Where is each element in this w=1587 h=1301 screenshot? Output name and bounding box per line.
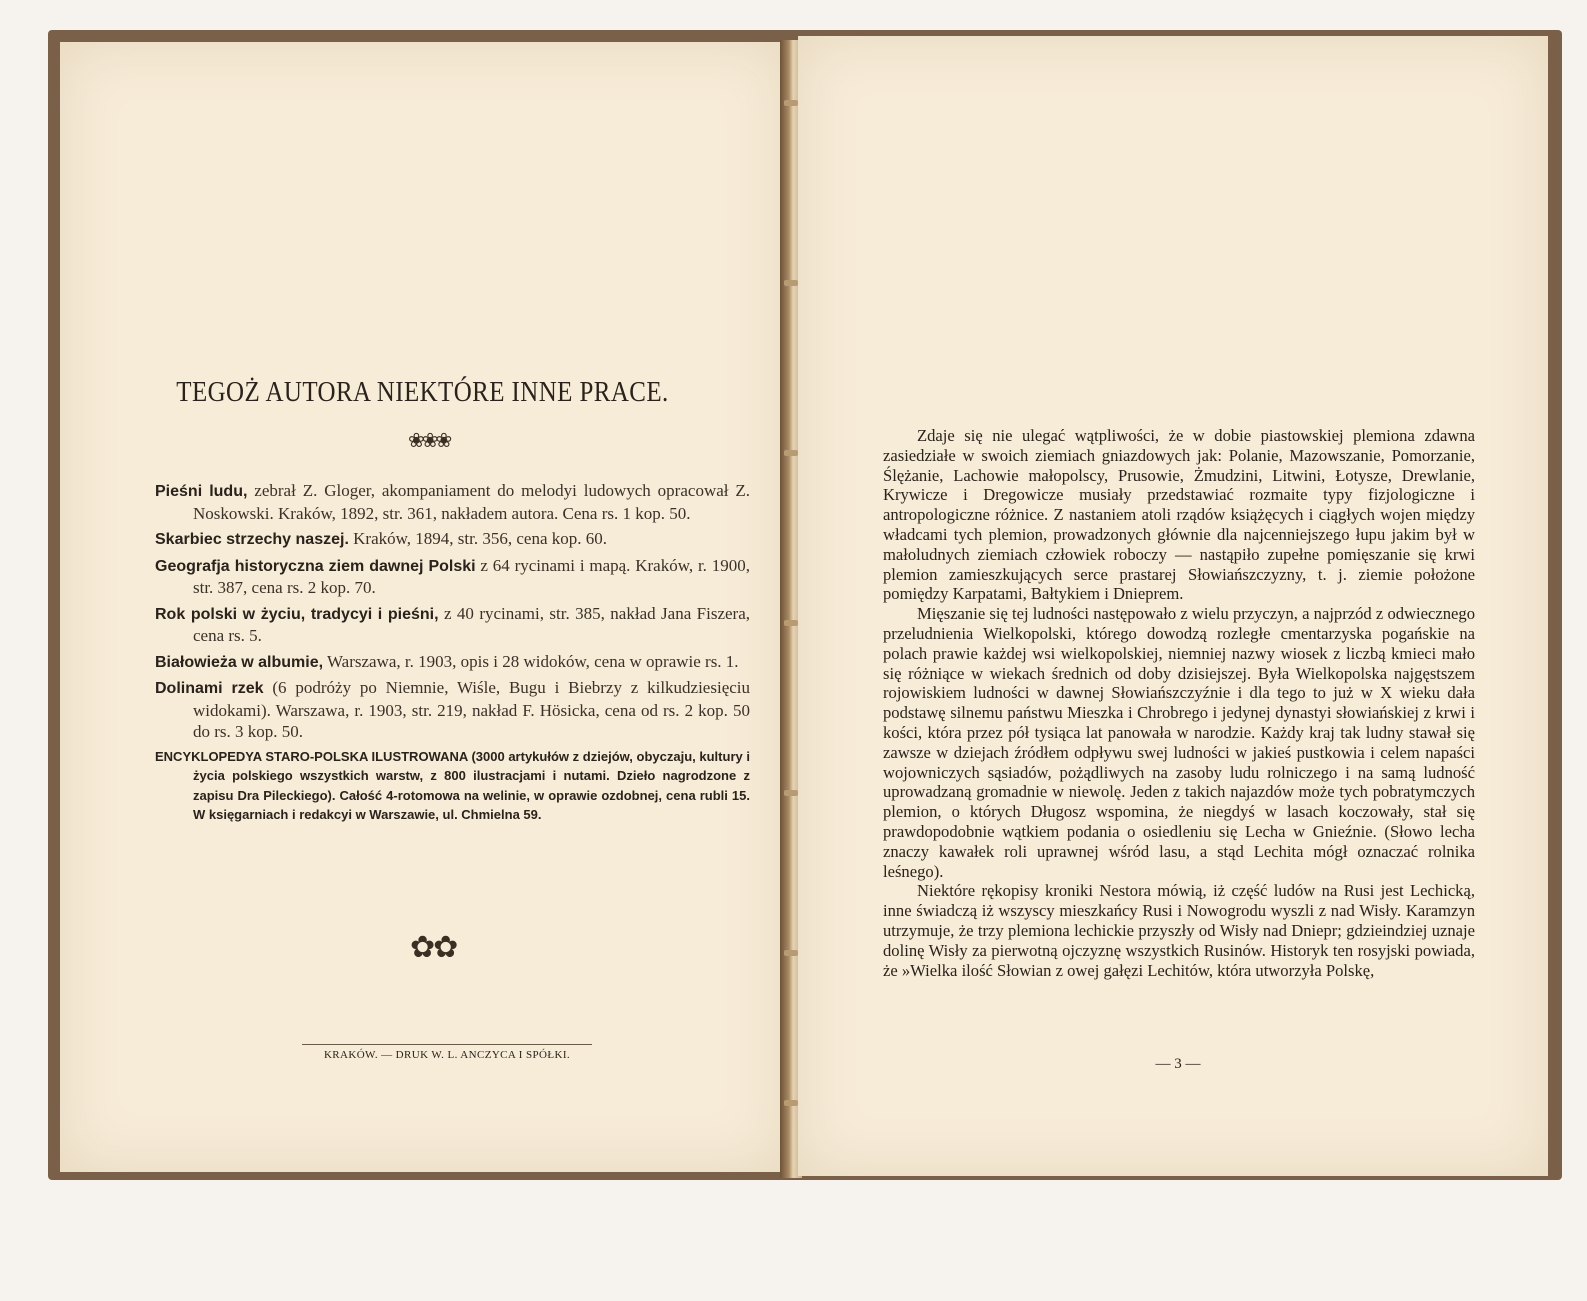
stitch — [784, 1100, 798, 1106]
paragraph: Mięszanie się tej ludności następowało z wielu przyczyn, a najprzód z odwiecznego przeludnienia Wielkopolski, którego dowodzą rozległe cmentarzyska pogańskie na polach prawie każdej wsi wielkopolskiej, niemniej nazwy wiosek z liczbą kmieci mało się różniące w wiekach średnich od doby dzisiejszej. Była Wielkopolska najgęstszem rojowiskiem ludności w dawnej Słowiańszczyźnie i dla tego to już w X wieku dała podstawę silnemu państwu Mieszka i Chrobrego i jedynej dynastyi słowiańskiej z krwi i kości, która przez pół tysiąca lat panowała w narodzie. Każdy kraj tak ludny stawał się zawsze w dziejach źródłem odpływu swej ludności w jakieś pustkowia i celem napaści wojowniczych sąsiadów, pożądliwych na zasoby ludu rolniczego i na samą ludność uprowadzaną gromadnie w niewolę. Jeden z takich najazdów może tych pobratymczych plemion, o których Długosz wspomina, że niegdyś w lasach koczowały, stał się prawdopodobnie wątkiem podania o osiedleniu się Lecha w Gnieźnie. (Słowo lecha znaczy kawałek roli uprawnej wśród lasu, a stąd Lechita mógł oznaczać rolnika leśnego). — [883, 604, 1475, 881]
list-item: Dolinami rzek (6 podróży po Niemnie, Wiśle, Bugu i Biebrzy z kilkudziesięciu widokami). Warszawa, r. 1903, str. 219, nakład F. Hösicka, cena od rs. 2 kop. 50 do rs. 3 kop. 50. — [155, 678, 751, 741]
page-title: TEGOŻ AUTORA NIEKTÓRE INNE PRACE. — [176, 376, 669, 408]
stitch — [784, 100, 798, 106]
list-item: Skarbiec strzechy naszej. Kraków, 1894, str. 356, cena kop. 60. — [155, 529, 607, 548]
floral-vignette-icon: ✿✿ — [410, 931, 457, 964]
paragraph: Zdaje się nie ulegać wątpliwości, że w dobie piastowskiej plemiona zdawna zasiedziałe w swoich ziemiach gniazdowych jak: Polanie, Mazowszanie, Pomorzanie, Ślężanie, Lachowie małopolscy, Prusowie, Żmudzini, Litwini, Łotysze, Drewlanie, Krywicze i Dregowicze musiały przedstawiać rozmaite typy fizjologiczne i antropologiczne różnice. Z nastaniem atoli rządów książęcych i ciągłych wojen między władcami tych plemion, prowadzonych głównie dla najcenniejszego łupu jakim był w małoludnych ziemiach człowiek roboczy — nastąpiło zupełne pomięszanie się krwi plemion zamieszkujących serce prastarej Słowiańszczyzny, t. j. ziemie położone pomiędzy Karpatami, Bałtykiem i Dnieprem. — [883, 426, 1475, 604]
works-list — [155, 480, 750, 829]
stitch — [784, 950, 798, 956]
printer-imprint: KRAKÓW. — DRUK W. L. ANCZYCA I SPÓŁKI. — [302, 1044, 592, 1061]
paragraph: Niektóre rękopisy kroniki Nestora mówią, iż część ludów na Rusi jest Lechicką, inne świadczą iż wszyscy mieszkańcy Rusi i Nowogrodu wyszli z nad Wisły. Karamzyn utrzymuje, że trzy plemiona lechickie przyszły od Wisły nad Dniepr; gdzieindziej uznaje dolinę Wisły za pierwotną ojczyznę wszystkich Rusinów. Historyk ten rosyjski powiada, że »Wielka ilość Słowian z owej gałęzi Lechitów, która utworzyła Polskę, — [883, 881, 1475, 980]
list-item: ENCYKLOPEDYA STARO-POLSKA ILUSTROWANA (3000 artykułów z dziejów, obyczaju, kultury i życia polskiego wszystkich warstw, z 800 ilustracjami i nutami. Dzieło nagrodzone z zapisu Dra Pileckiego). Całość 4-rotomowa na welinie, w oprawie ozdobnej, cena rubli 15. W księgarniach i redakcyi w Warszawie, ul. Chmielna 59. — [155, 748, 750, 822]
list-item: Białowieża w albumie, Warszawa, r. 1903, opis i 28 widoków, cena w oprawie rs. 1. — [155, 651, 739, 671]
list-item: Pieśni ludu, zebrał Z. Gloger, akompaniament do melodyi ludowych opracował Z. Noskowski. Kraków, 1892, str. 361, nakładem autora. Cena rs. 1 kop. 50. — [155, 481, 750, 523]
page-number: — 3 — — [1155, 1056, 1201, 1072]
stitch — [784, 450, 798, 456]
left-page — [60, 42, 787, 1172]
stitch — [784, 620, 798, 626]
body-text — [883, 426, 1475, 980]
list-item: Rok polski w życiu, tradycyi i pieśni, z 40 rycinami, str. 385, nakład Jana Fiszera, cena rs. 5. — [155, 603, 751, 645]
list-item: Geografja historyczna ziem dawnej Polski z 64 rycinami i mapą. Kraków, r. 1900, str. 387, cena rs. 2 kop. 70. — [155, 555, 750, 597]
stitch — [784, 280, 798, 286]
flower-ornament-icon: ❀❀❀ — [408, 430, 450, 452]
stitch — [784, 790, 798, 796]
right-page — [798, 36, 1548, 1176]
